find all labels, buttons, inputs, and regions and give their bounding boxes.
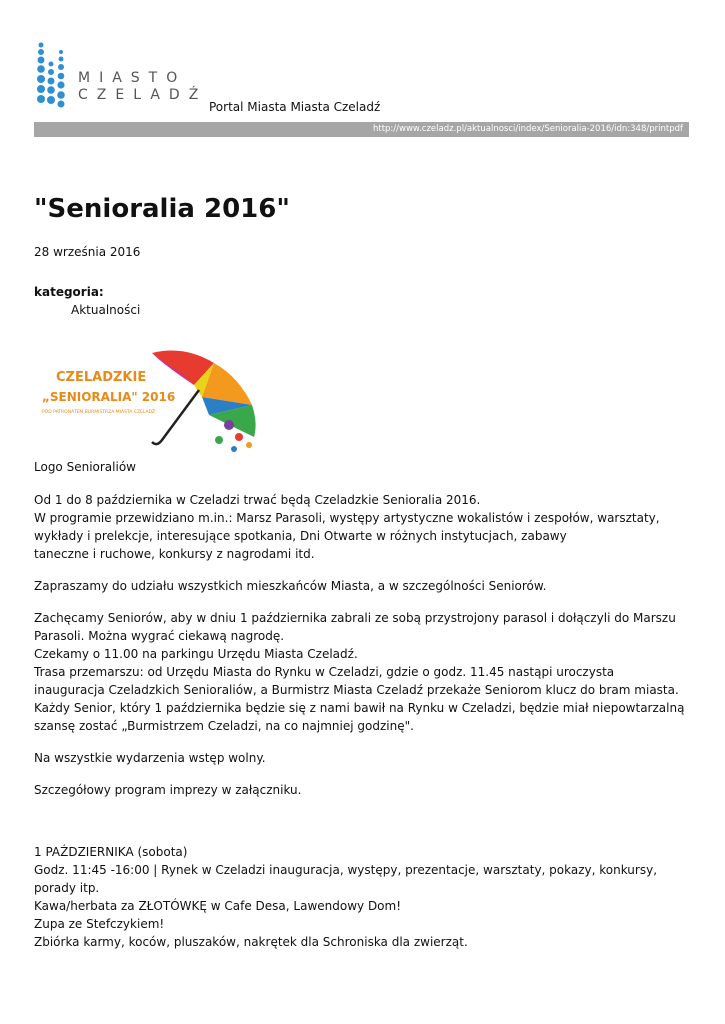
schedule-line: Zbiórka karmy, koców, pluszaków, nakrętek dla Schroniska dla zwierząt. bbox=[34, 935, 468, 949]
paragraph bbox=[34, 577, 694, 595]
text-line: wykłady i prelekcje, interesujące spotkania, Dni Otwarte w różnych instytucjach, zabawy bbox=[34, 529, 567, 543]
schedule-line: Godz. 11:45 -16:00 | Rynek w Czeladzi inauguracja, występy, prezentacje, warsztaty, pokazy, konkursy, bbox=[34, 863, 658, 877]
text-line: Każdy Senior, który 1 października będzie się z nami bawił na Rynku w Czeladzi, będzie miał niepowtarzalną bbox=[34, 701, 685, 715]
paragraph bbox=[34, 491, 694, 563]
schedule-line: Kawa/herbata za ZŁOTÓWKĘ w Cafe Desa, Lawendowy Dom! bbox=[34, 899, 402, 913]
text-line: Na wszystkie wydarzenia wstęp wolny. bbox=[34, 751, 266, 765]
text-line: Zapraszamy do udziału wszystkich mieszkańców Miasta, a w szczególności Seniorów. bbox=[34, 579, 547, 593]
logo-wordmark bbox=[78, 70, 207, 104]
category-label: kategoria: bbox=[34, 285, 104, 299]
text-line: szansę zostać „Burmistrzem Czeladzi, na co najmniej godzinę". bbox=[34, 719, 414, 733]
text-line: Parasoli. Można wygrać ciekawą nagrodę. bbox=[34, 629, 285, 643]
article-date: 28 września 2016 bbox=[34, 245, 141, 259]
article-title: "Senioralia 2016" bbox=[34, 194, 290, 224]
article-body bbox=[34, 491, 694, 965]
paragraph bbox=[34, 609, 694, 735]
text-line: taneczne i ruchowe, konkursy z nagrodami itd. bbox=[34, 547, 315, 561]
url-bar[interactable]: http://www.czeladz.pl/aktualnosci/index/Senioralia-2016/idn:348/printpdf bbox=[34, 122, 689, 137]
schedule-line: porady itp. bbox=[34, 881, 100, 895]
logo-text-1: CZELADZKIE bbox=[56, 370, 147, 385]
senioralia-logo-image bbox=[34, 345, 264, 455]
image-caption: Logo Senioraliów bbox=[34, 460, 136, 474]
text-line: Od 1 do 8 października w Czeladzi trwać będą Czeladzkie Senioralia 2016. bbox=[34, 493, 481, 507]
text-line: Szczegółowy program imprezy w załączniku. bbox=[34, 783, 302, 797]
paragraph bbox=[34, 749, 694, 767]
schedule-line: Zupa ze Stefczykiem! bbox=[34, 917, 165, 931]
portal-name: Portal Miasta Miasta Czeladź bbox=[209, 100, 381, 114]
logo-text-2: „SENIORALIA" 2016 bbox=[42, 390, 176, 404]
text-line: Czekamy o 11.00 na parkingu Urzędu Miasta Czeladź. bbox=[34, 647, 358, 661]
text-line: Trasa przemarszu: od Urzędu Miasta do Rynku w Czeladzi, gdzie o godz. 11.45 nastąpi uroczysta bbox=[34, 665, 615, 679]
logo-line-2: CZELADŹ bbox=[78, 87, 208, 103]
text-line: inauguracja Czeladzkich Senioraliów, a Burmistrz Miasta Czeladź przekaże Seniorom klucz do bram miasta. bbox=[34, 683, 679, 697]
schedule bbox=[34, 843, 694, 951]
header bbox=[34, 36, 689, 116]
city-logo-icon bbox=[34, 40, 70, 110]
paragraph bbox=[34, 781, 694, 799]
logo-line-1: MIASTO bbox=[78, 70, 187, 86]
category-value[interactable]: Aktualności bbox=[71, 303, 141, 317]
text-line: Zachęcamy Seniorów, aby w dniu 1 października zabrali ze sobą przystrojony parasol i dołączyli do Marszu bbox=[34, 611, 676, 625]
schedule-line: 1 PAŹDZIERNIKA (sobota) bbox=[34, 845, 188, 859]
logo-text-3: POD PATRONATEM BURMISTRZA MIASTA CZELADŹ bbox=[42, 410, 156, 415]
text-line: W programie przewidziano m.in.: Marsz Parasoli, występy artystyczne wokalistów i zespołów, warsztaty, bbox=[34, 511, 660, 525]
